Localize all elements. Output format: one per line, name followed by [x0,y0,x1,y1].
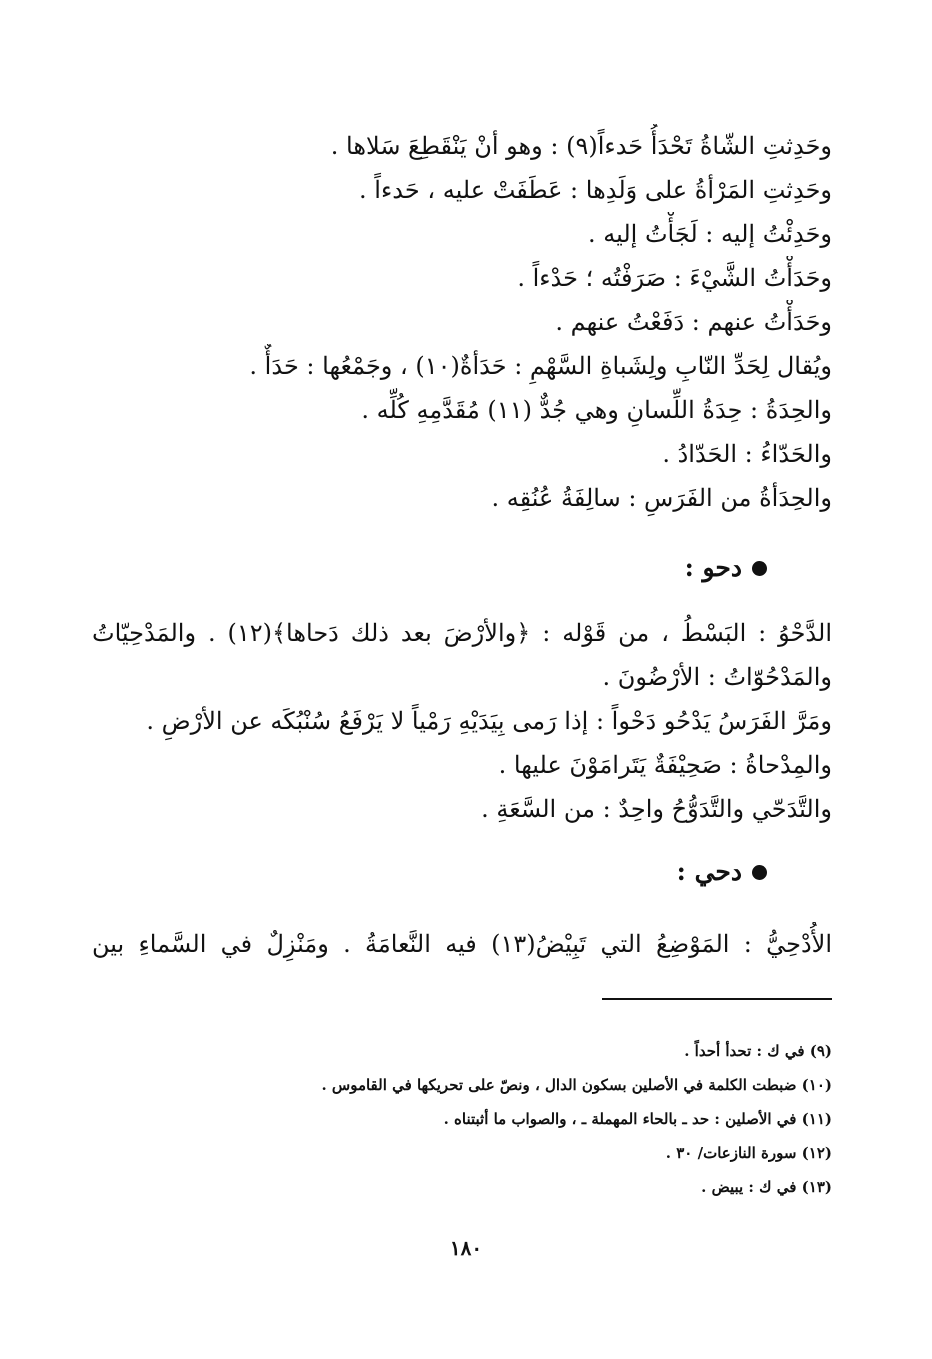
page-number: ١٨٠ [449,1236,483,1260]
footnote-divider [602,998,832,1000]
text-line: وحَدِثتِ المَرْأةُ على وَلَدِها : عَطَفَتْ عليه ، حَدءاً . [359,176,832,204]
text-line: الدَّحْوُ : البَسْطُ ، من قَوْله : ﴿والأرْضَ بعد ذلك دَحاها﴾(١٢) . والمَدْحِيّاتُ [92,619,832,647]
bullet-icon [752,561,767,576]
entry-dahy-section [92,922,832,966]
heading-text: دحو : [684,553,742,582]
entry-heading-dahw [685,548,767,588]
text-line: والمَدْحُوّاتُ : الأرْضُونَ . [602,663,832,691]
text-line: وحَدَأْتُ الشَّيْءَ : صَرَفْتُه ؛ حَدْءاً . [517,264,832,292]
footnote: (٩) في ك : تحدأ أحداً . [684,1042,832,1060]
text-line: ومَرَّ الفَرَسُ يَدْحُو دَحْواً : إذا رَمى بِيَدَيْهِ رَمْياً لا يَرْفَعُ سُنْبُكَه عن الأرْضِ . [146,707,832,735]
footnote: (١٠) ضبطت الكلمة في الأصلين بسكون الدال ، ونصّ على تحريكها في القاموس . [321,1076,832,1094]
entry-hada-section [92,124,832,520]
text-line: والحَدّاءُ : الحَدّادُ . [662,440,832,468]
text-line: ويُقال لِحَدِّ النّابِ ولِشَباةِ السَّهْمِ : حَدَأةٌ(١٠) ، وجَمْعُها : حَدَأٌ . [249,352,832,380]
text-line: وحَدَأْتُ عنهم : دَفَعْتُ عنهم . [555,308,832,336]
heading-text: دحي : [676,857,742,886]
text-line: وحَدِثتِ الشّاةُ تَحْدَأُ حَدءاً(٩) : وهو أنْ يَنْقَطِعَ سَلاها . [330,132,832,160]
entry-dahw-section [92,611,832,831]
footnote: (١١) في الأصلين : حد ـ بالحاء المهملة ـ ، والصواب ما أثبتناه . [443,1110,832,1128]
text-line: والمِدْحاةُ : صَحِيْفَةٌ يَتَرامَوْنَ عليها . [498,751,832,779]
text-line: والحِدَأةُ من الفَرَسِ : سالِفَةُ عُنُقِه . [491,484,832,512]
text-line: الأُدْحِيُّ : المَوْضِعُ التي تَبِيْضُ(١٣) فيه النَّعامَةُ . ومَنْزِلٌ في السَّماءِ بين [92,930,832,958]
footnote: (١٢) سورة النازعات/ ٣٠ . [665,1144,832,1162]
text-line: وحَدِئْتُ إليه : لَجَأْتُ إليه . [587,220,832,248]
text-line: والتَّدَحّي والتَّدَوُّحُ واحِدٌ : من السَّعَةِ . [481,795,832,823]
bullet-icon [752,865,767,880]
footnote: (١٣) في ك : يبيض . [701,1178,832,1196]
footnotes [92,1034,832,1204]
entry-heading-dahy [677,852,767,892]
text-line: والحِدَةُ : حِدَةُ اللِّسانِ وهي جُدٌّ (١١) مُقَدَّمِهِ كُلِّه . [361,396,832,424]
